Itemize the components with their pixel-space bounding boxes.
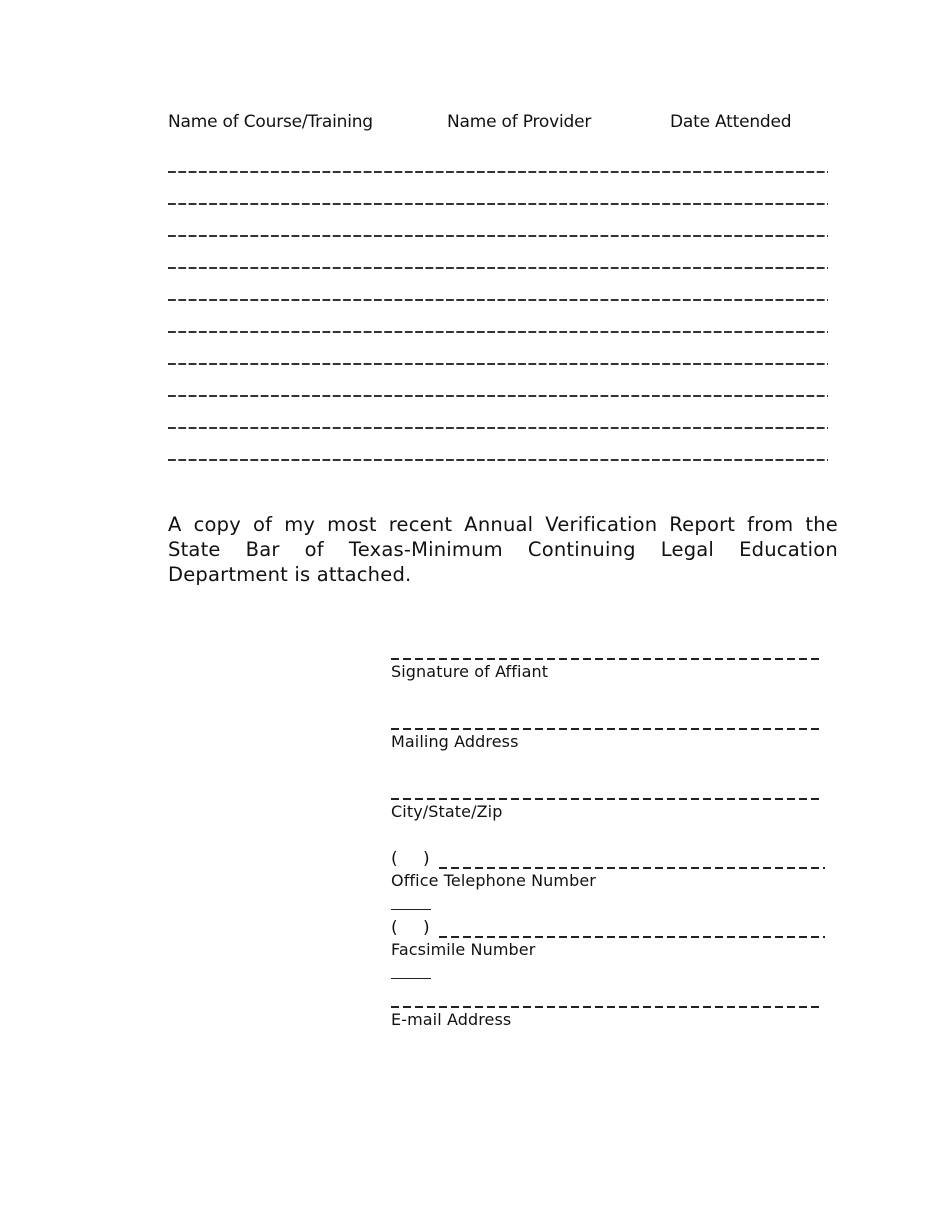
fax-line[interactable] bbox=[439, 936, 825, 938]
office-phone-label: Office Telephone Number bbox=[391, 871, 596, 890]
blank-entry-row-7[interactable] bbox=[168, 363, 828, 365]
city-state-zip-label: City/State/Zip bbox=[391, 802, 503, 821]
open-paren: ( bbox=[391, 918, 398, 938]
column-header-course: Name of Course/Training bbox=[168, 112, 373, 132]
blank-entry-row-4[interactable] bbox=[168, 267, 828, 269]
office-phone-line[interactable] bbox=[439, 867, 825, 869]
fax-label: Facsimile Number bbox=[391, 940, 536, 959]
open-paren: ( bbox=[391, 849, 398, 869]
blank-entry-row-8[interactable] bbox=[168, 395, 828, 397]
close-paren: ) bbox=[423, 849, 430, 869]
city-state-zip-line[interactable] bbox=[391, 798, 823, 800]
blank-entry-row-5[interactable] bbox=[168, 299, 828, 301]
close-paren: ) bbox=[423, 918, 430, 938]
signature-label: Signature of Affiant bbox=[391, 662, 549, 681]
mailing-address-line[interactable] bbox=[391, 728, 823, 730]
column-header-date: Date Attended bbox=[670, 112, 792, 132]
blank-entry-row-3[interactable] bbox=[168, 235, 828, 237]
verification-statement: A copy of my most recent Annual Verification Report from the State Bar of Texas-Minimum Continuing Legal Education Department is attached. bbox=[168, 513, 838, 586]
blank-entry-row-9[interactable] bbox=[168, 427, 828, 429]
blank-entry-row-10[interactable] bbox=[168, 459, 828, 461]
blank-entry-row-6[interactable] bbox=[168, 331, 828, 333]
blank-entry-row-1[interactable] bbox=[168, 171, 828, 173]
signature-line[interactable] bbox=[391, 658, 823, 660]
column-header-provider: Name of Provider bbox=[447, 112, 592, 132]
blank-entry-row-2[interactable] bbox=[168, 203, 828, 205]
mailing-address-label: Mailing Address bbox=[391, 732, 519, 751]
email-label: E-mail Address bbox=[391, 1010, 512, 1029]
email-line[interactable] bbox=[391, 1006, 823, 1008]
